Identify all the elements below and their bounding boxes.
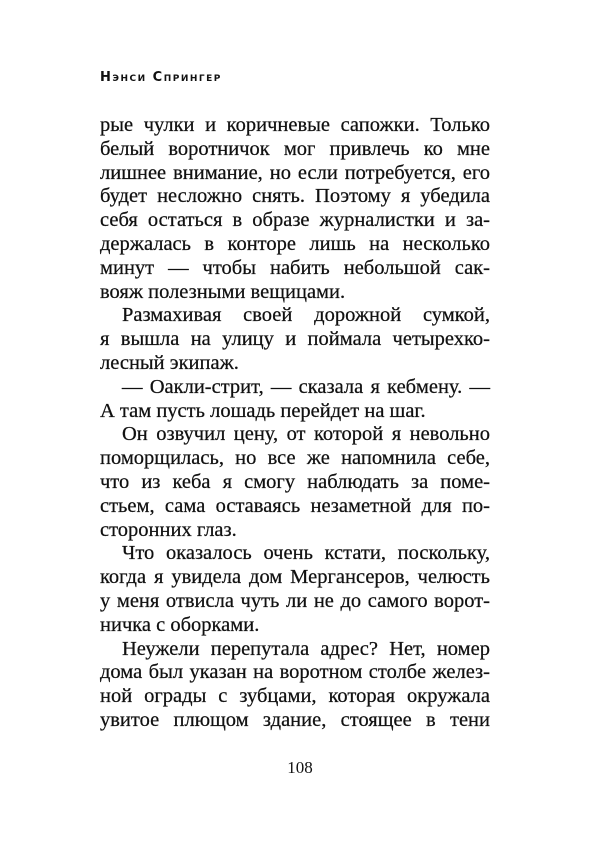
text-line: Неужели перепутала адрес? Нет, номер	[122, 637, 490, 660]
text-line: А там пусть лошадь перейдет на шаг.	[100, 399, 426, 422]
text-line: поморщилась, но все же напомнила себе,	[100, 447, 490, 470]
text-line: себя остаться в образе журналистки и за-	[100, 209, 490, 232]
text-line: Что оказалось очень кстати, поскольку,	[122, 542, 490, 565]
page-number: 108	[287, 758, 313, 777]
text-line: вояж полезными вещицами.	[100, 280, 346, 303]
text-line: сторонних глаз.	[100, 518, 237, 541]
text-line: что из кеба я смогу наблюдать за поме-	[100, 470, 490, 493]
text-line: когда я увидела дом Мергансеров, челюсть	[100, 566, 490, 589]
text-line: Размахивая своей дорожной сумкой,	[122, 304, 490, 327]
text-line: — Оакли-стрит, — сказала я кебмену. —	[122, 375, 490, 398]
text-line: будет несложно снять. Поэтому я убедила	[100, 185, 490, 208]
running-header: Нэнси Спрингер	[100, 70, 222, 85]
text-line: Он озвучил цену, от которой я невольно	[122, 423, 490, 446]
text-line: ничка с оборками.	[100, 613, 260, 636]
text-line: дома был указан на воротном столбе желез-	[100, 661, 490, 684]
text-line: увитое плющом здание, стоящее в тени	[100, 708, 490, 731]
body-text	[100, 114, 490, 733]
text-line: ной ограды с зубцами, которая окружала	[100, 685, 490, 708]
text-line: у меня отвисла чуть ли не до самого ворот-	[100, 589, 490, 612]
text-line: держалась в конторе лишь на несколько	[100, 232, 490, 255]
text-line: я вышла на улицу и поймала четырехко-	[100, 328, 490, 351]
text-line: лесный экипаж.	[100, 351, 239, 374]
text-line: белый воротничок мог привлечь ко мне	[100, 137, 490, 160]
text-line: минут — чтобы набить небольшой сак-	[100, 256, 490, 279]
text-line: лишнее внимание, но если потребуется, его	[100, 161, 490, 184]
text-line: рые чулки и коричневые сапожки. Только	[100, 114, 490, 136]
text-line: стьем, сама оставаясь незаметной для по-	[100, 494, 490, 517]
